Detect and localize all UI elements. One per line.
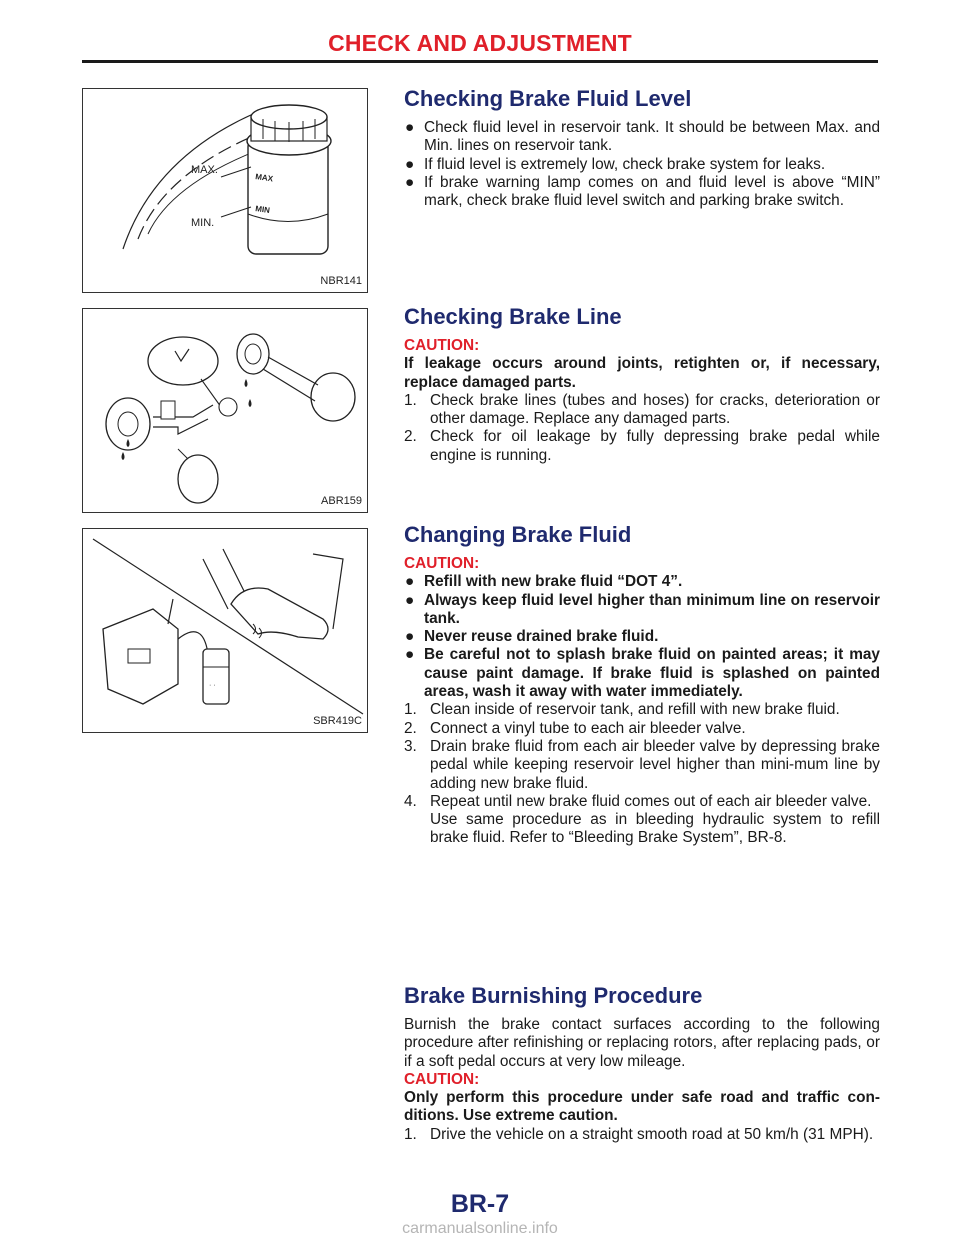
figure-code: ABR159 (321, 495, 362, 507)
section-brake-burnishing (404, 983, 880, 1144)
numbered-step: 3. Drain brake fluid from each air bleeder valve by depressing brake pedal while keeping reservoir level higher than mini-mum line by adding new brake fluid. (404, 737, 880, 792)
section-title: Checking Brake Line (404, 304, 622, 329)
reservoir-tank-illustration (83, 89, 369, 294)
numbered-step: 4. Repeat until new brake fluid comes out of each air bleeder valve. (404, 792, 872, 810)
section-title: Checking Brake Fluid Level (404, 86, 692, 111)
caution-text: If leakage occurs around joints, retighten or, if necessary, replace damaged parts. (404, 355, 880, 391)
caution-bullet: ● Refill with new brake fluid “DOT 4”. (405, 573, 683, 591)
numbered-step: 2. Check for oil leakage by fully depressing brake pedal while engine is running. (404, 428, 880, 464)
caution-label: CAUTION: (404, 337, 480, 354)
caution-bullet: ● Always keep fluid level higher than minimum line on reservoir tank. (405, 591, 880, 627)
figure-code: SBR419C (313, 715, 362, 727)
section-changing-brake-fluid (404, 522, 880, 848)
section-intro: Burnish the brake contact surfaces according to the following procedure after refinishing or replacing rotors, after replacing pads, or if a soft pedal occurs at very low mileage. (404, 1016, 880, 1070)
bullet-item: ● Check fluid level in reservoir tank. It should be between Max. and Min. lines on reservoir tank. (405, 119, 880, 155)
caution-label: CAUTION: (404, 555, 480, 572)
section-title: Brake Burnishing Procedure (404, 983, 703, 1008)
caution-text: Only perform this procedure under safe road and traffic con-ditions. Use extreme caution. (404, 1089, 880, 1125)
bullet-icon: ● (405, 155, 415, 173)
caution-bullet: ● Never reuse drained brake fluid. (405, 628, 659, 646)
section-title: Changing Brake Fluid (404, 522, 632, 547)
header-rule (82, 60, 878, 63)
numbered-step: 2. Connect a vinyl tube to each air bleeder valve. (404, 719, 746, 737)
page-number: BR-7 (450, 1190, 510, 1218)
numbered-step: 1. Clean inside of reservoir tank, and refill with new brake fluid. (404, 701, 840, 719)
bullet-icon: ● (405, 119, 415, 136)
bullet-item: ● If brake warning lamp comes on and fluid level is above “MIN” mark, check brake fluid level switch and parking brake switch. (405, 173, 880, 210)
svg-text:· ·: · · (209, 682, 216, 689)
svg-text:MAX.: MAX. (191, 164, 218, 176)
bullet-icon: ● (405, 628, 415, 646)
section-checking-brake-line (404, 304, 880, 465)
svg-text:MAX: MAX (254, 172, 274, 184)
caution-label: CAUTION: (404, 1070, 480, 1088)
changing-fluid-illustration (83, 529, 369, 734)
bullet-icon: ● (405, 646, 415, 664)
brake-line-illustration (83, 309, 369, 514)
bullet-icon: ● (405, 573, 415, 591)
figure-changing-fluid (82, 528, 368, 733)
bullet-item: ● If fluid level is extremely low, check brake system for leaks. (405, 155, 826, 173)
figure-reservoir-tank (82, 88, 368, 293)
bullet-icon: ● (405, 591, 415, 609)
numbered-step: 1. Check brake lines (tubes and hoses) for cracks, deterioration or other damage. Replace any damaged parts. (404, 391, 880, 428)
step-note: Use same procedure as in bleeding hydraulic system to refill brake fluid. Refer to “Bleeding Brake System”, BR-8. (430, 811, 880, 847)
section-checking-fluid-level (404, 86, 880, 210)
numbered-step: 1. Drive the vehicle on a straight smooth road at 50 km/h (31 MPH). (404, 1125, 874, 1143)
svg-text:MIN: MIN (254, 204, 271, 216)
page-header-title: CHECK AND ADJUSTMENT (328, 30, 632, 56)
bullet-icon: ● (405, 173, 415, 191)
watermark: carmanualsonline.info (402, 1220, 558, 1237)
figure-code: NBR141 (320, 275, 362, 287)
svg-text:MIN.: MIN. (191, 217, 215, 229)
figure-brake-line (82, 308, 368, 513)
caution-bullet: ● Be careful not to splash brake fluid on painted areas; it may cause paint damage. If brake fluid is splashed on painted areas, wash it away with water immediately. (405, 646, 880, 701)
